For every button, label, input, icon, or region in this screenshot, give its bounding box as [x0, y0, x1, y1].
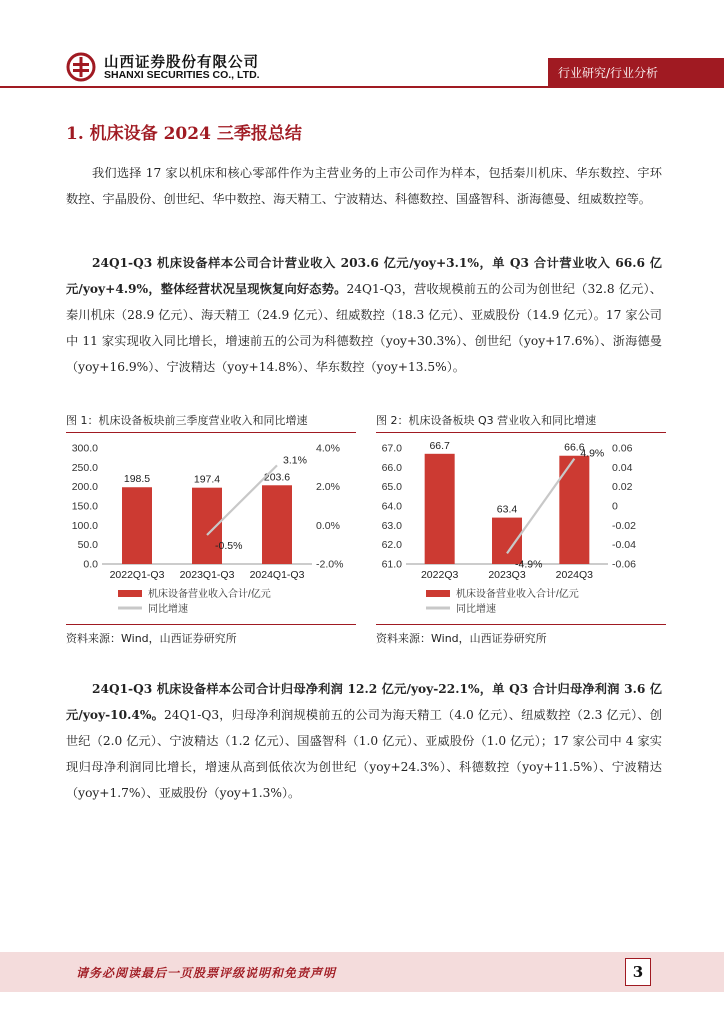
chart1-bar — [122, 487, 152, 564]
chart1-y-left-tick: 300.0 — [71, 442, 98, 455]
chart1-y-left-tick: 150.0 — [71, 500, 98, 513]
chart2-y-right-tick: 0.06 — [612, 442, 633, 455]
chart1-y-left-tick: 0.0 — [83, 558, 98, 571]
section-title: 1. 机床设备 2024 三季报总结 — [66, 124, 302, 144]
chart1-legend-line: 同比增速 — [148, 604, 188, 615]
chart2-y-left-tick: 64.0 — [381, 500, 402, 513]
company-logo-icon — [66, 52, 96, 82]
chart1-legend-bar: 机床设备营业收入合计/亿元 — [148, 589, 271, 600]
chart2-revenue-q3 — [376, 436, 666, 622]
header-divider — [0, 86, 724, 88]
chart2-x-tick: 2023Q3 — [488, 569, 526, 581]
chart1-y-left-tick: 250.0 — [71, 461, 98, 474]
chart2-y-right-tick: 0.04 — [612, 461, 633, 474]
chart2-caption: 图 2：机床设备板块 Q3 营业收入和同比增速 — [376, 414, 597, 427]
chart1-y-right-tick: -2.0% — [316, 558, 344, 571]
chart2-y-left-tick: 62.0 — [381, 539, 402, 552]
chart1-line-label: 3.1% — [283, 454, 307, 467]
chart2-line-label: -4.9% — [515, 558, 543, 571]
chart2-legend-bar-swatch — [426, 590, 450, 597]
intro-paragraph: 我们选择 17 家以机床和核心零部件作为主营业务的上市公司作为样本，包括秦川机床、华东数控、宇环数控、宇晶股份、创世纪、华中数控、海天精工、宁波精达、科德数控、国盛智科、浙海德曼、纽威数控等。 — [66, 166, 662, 206]
chart1-caption: 图 1：机床设备板块前三季度营业收入和同比增速 — [66, 414, 308, 427]
chart1-bottom-rule — [66, 624, 356, 625]
chart1-y-left-tick: 50.0 — [77, 539, 98, 552]
chart1-y-right-tick: 4.0% — [316, 442, 340, 455]
chart2-y-left-tick: 61.0 — [381, 558, 402, 571]
profit-paragraph-text: 24Q1-Q3，归母净利润规模前五的公司为海天精工（4.0 亿元）、纽威数控（2.3 亿元）、创世纪（2.0 亿元）、宁波精达（1.2 亿元）、国盛智科（1.0 亿元）、亚威股份（1.0 亿元）；17 家公司中 4 家实现归母净利润同比增长，增速从高到低依次为创世纪（yoy+24.3%）、科德数控（yoy+11.5%）、宁波精达（yoy+1.7%）、亚威股份（yoy+1.3%）。 — [66, 708, 662, 800]
chart2-caption-rule — [376, 432, 666, 433]
chart1-caption-rule — [66, 432, 356, 433]
profit-paragraph — [66, 676, 662, 806]
chart1-source: 资料来源：Wind，山西证券研究所 — [66, 632, 237, 645]
chart2-source: 资料来源：Wind，山西证券研究所 — [376, 632, 547, 645]
chart2-x-tick: 2024Q3 — [555, 569, 594, 581]
chart2-x-tick: 2022Q3 — [420, 569, 459, 581]
company-name-en: SHANXI SECURITIES CO., LTD. — [104, 69, 260, 81]
chart2-bar-label: 66.7 — [429, 439, 450, 452]
company-name-cn: 山西证券股份有限公司 — [104, 55, 259, 71]
report-category-tag: 行业研究/行业分析 — [548, 58, 724, 88]
chart1-x-tick: 2023Q1-Q3 — [179, 569, 235, 581]
revenue-paragraph-text: 24Q1-Q3，营收规模前五的公司为创世纪（32.8 亿元）、秦川机床（28.9 亿元）、海天精工（24.9 亿元）、纽威数控（18.3 亿元）、亚威股份（14.9 亿元）。17 家公司中 11 家实现收入同比增长，增速前五的公司为科德数控（yoy+30.3%）、创世纪（yoy+17.6%）、浙海德曼（yoy+16.9%）、宁波精达（yoy+14.8%）、华东数控（yoy+13.5%）。 — [66, 282, 662, 374]
revenue-paragraph — [66, 250, 662, 380]
revenue-paragraph-bold: 24Q1-Q3 机床设备样本公司合计营业收入 203.6 亿元/yoy+3.1%，单 Q3 合计营业收入 66.6 亿元/yoy+4.9%，整体经营状况呈现恢复向好态势。 — [66, 256, 662, 296]
chart1-x-tick: 2022Q1-Q3 — [109, 569, 165, 581]
chart1-bar-label: 197.4 — [193, 473, 221, 486]
chart2-y-right-tick: 0.02 — [612, 481, 633, 494]
chart2-y-left-tick: 65.0 — [381, 481, 402, 494]
chart2-y-left-tick: 67.0 — [381, 442, 402, 455]
chart1-y-right-tick: 0.0% — [316, 519, 340, 532]
chart2-y-right-tick: -0.06 — [612, 558, 636, 571]
chart2-bottom-rule — [376, 624, 666, 625]
chart1-bar — [262, 485, 292, 564]
chart1-revenue-q1q3 — [66, 436, 356, 622]
chart1-bar-label: 203.6 — [263, 471, 291, 484]
chart2-y-left-tick: 63.0 — [381, 519, 402, 532]
chart1-x-tick: 2024Q1-Q3 — [249, 569, 305, 581]
chart2-line-label: 4.9% — [580, 447, 605, 460]
chart2-bar-label: 63.4 — [496, 503, 518, 516]
chart2-bar-label: 66.6 — [564, 441, 585, 454]
chart1-legend-bar-swatch — [118, 590, 142, 597]
chart2-y-right-tick: -0.02 — [612, 519, 636, 532]
disclaimer-link[interactable]: 请务必阅读最后一页股票评级说明和免责声明 — [76, 966, 337, 980]
chart2-y-left-tick: 66.0 — [381, 461, 402, 474]
chart1-y-right-tick: 2.0% — [316, 481, 340, 494]
chart1-bar-label: 198.5 — [123, 473, 151, 486]
chart2-bar — [492, 518, 522, 564]
chart1-y-left-tick: 200.0 — [71, 481, 98, 494]
chart1-line-label: -0.5% — [215, 540, 243, 552]
page-number: 3 — [625, 958, 651, 986]
chart2-y-right-tick: -0.04 — [612, 539, 636, 552]
chart2-bar — [425, 454, 455, 564]
chart2-legend-bar: 机床设备营业收入合计/亿元 — [456, 589, 579, 600]
chart1-y-left-tick: 100.0 — [71, 519, 98, 532]
chart2-y-right-tick: 0 — [612, 500, 618, 513]
chart2-legend-line: 同比增速 — [456, 604, 496, 615]
profit-paragraph-bold: 24Q1-Q3 机床设备样本公司合计归母净利润 12.2 亿元/yoy-22.1%，单 Q3 合计归母净利润 3.6 亿元/yoy-10.4%。 — [66, 682, 662, 722]
